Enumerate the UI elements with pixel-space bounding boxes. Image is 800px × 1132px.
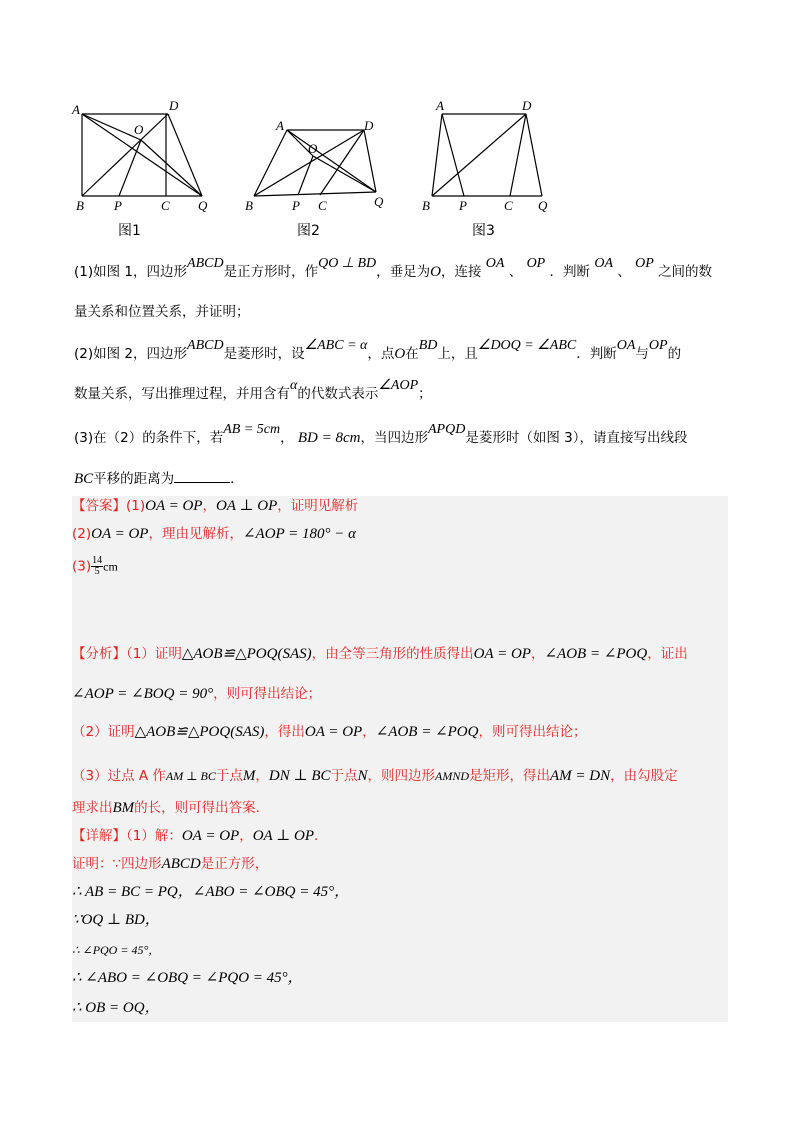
- fig3-label-p: P: [459, 198, 467, 213]
- question-part-1-line-1: (1)如图 1，四边形ABCD是正方形时，作QO ⊥ BD，垂足为O，连接 OA 、 OP ．判断 OA 、 OP 之间的数: [74, 256, 713, 280]
- detail-line-7: ∴ OB = OQ，: [72, 1000, 160, 1016]
- detail-line-2: 证明：∵四边形ABCD是正方形，: [72, 856, 269, 872]
- fig1-caption: 图1: [118, 223, 141, 239]
- figure-1: [70, 96, 220, 216]
- analysis-line-4: （3）过点 A 作AM ⊥ BC于点M，DN ⊥ BC于点N，则四边形AMND是矩形，得出AM = DN，由勾股定: [72, 768, 678, 784]
- detail-line-1: 【详解】（1）解：OA = OP，OA ⊥ OP．: [72, 828, 328, 844]
- question-part-2-line-2: 数量关系，写出推理过程，并用含有α的代数式表示∠AOP；: [74, 378, 432, 402]
- question-part-2-line-1: (2)如图 2，四边形ABCD是菱形时，设∠ABC = α，点O在BD上，且∠DOQ = ∠ABC．判断OA与OP的: [74, 338, 682, 362]
- answer-blank[interactable]: [174, 468, 230, 483]
- detail-line-3: ∴ AB = BC = PQ，∠ABO = ∠OBQ = 45°，: [72, 884, 350, 900]
- fig1-label-d: D: [169, 98, 179, 113]
- analysis-line-3: （2）证明△AOB≌△POQ(SAS)，得出OA = OP，∠AOB = ∠POQ，则可得出结论；: [72, 724, 587, 740]
- question-part-3-line-1: (3)在（2）的条件下，若AB = 5cm， BD = 8cm，当四边形APQD是菱形时（如图 3），请直接写出线段: [74, 422, 688, 446]
- answer-fraction: $\frac{14}{5}$: [92, 555, 103, 577]
- figure-2: [240, 112, 400, 216]
- solution-panel: [72, 496, 728, 1022]
- fig2-label-d: D: [364, 118, 374, 133]
- fig1-label-a: A: [72, 102, 80, 117]
- answer-line-3: (3) $\frac{14}{5}$ cm: [72, 555, 118, 577]
- question-part-1-line-2: 量关系和位置关系，并证明；: [74, 304, 250, 320]
- fig3-label-b: B: [422, 198, 430, 213]
- fig2-label-q: Q: [374, 194, 384, 209]
- detail-line-4: ∵OQ ⊥ BD，: [72, 912, 160, 928]
- answer-line-1: 【答案】(1)OA = OP，OA ⊥ OP，证明见解析: [72, 498, 359, 514]
- fig2-label-p: P: [292, 198, 300, 213]
- fig1-label-c: C: [161, 198, 170, 213]
- figure-3: [418, 96, 568, 216]
- fig2-label-c: C: [318, 198, 327, 213]
- fig3-caption: 图3: [472, 223, 495, 239]
- fig2-caption: 图2: [297, 223, 320, 239]
- fig3-label-d: D: [522, 98, 532, 113]
- analysis-line-1: 【分析】（1）证明△AOB≌△POQ(SAS)，由全等三角形的性质得出OA = OP，∠AOB = ∠POQ，证出: [72, 646, 688, 662]
- fig1-label-q: Q: [198, 198, 208, 213]
- question-part-3-line-2: BC平移的距离为 ．: [74, 468, 244, 489]
- fig1-label-p: P: [114, 198, 122, 213]
- fig2-label-o: O: [308, 141, 318, 156]
- fig2-label-b: B: [245, 198, 253, 213]
- fig1-label-b: B: [76, 198, 84, 213]
- analysis-line-2: ∠AOP = ∠BOQ = 90°，则可得出结论；: [72, 686, 322, 702]
- fig2-label-a: A: [276, 118, 284, 133]
- detail-line-5: ∴ ∠PQO = 45°，: [72, 943, 161, 957]
- fig1-label-o: O: [134, 122, 144, 137]
- fig3-label-q: Q: [538, 198, 548, 213]
- fig3-label-a: A: [436, 98, 444, 113]
- fig3-label-c: C: [504, 198, 513, 213]
- detail-line-6: ∴ ∠ABO = ∠OBQ = ∠PQO = 45°，: [72, 970, 303, 986]
- analysis-line-5: 理求出BM的长，则可得出答案．: [72, 800, 270, 816]
- answer-line-2: (2)OA = OP，理由见解析，∠AOP = 180° − α: [72, 526, 357, 542]
